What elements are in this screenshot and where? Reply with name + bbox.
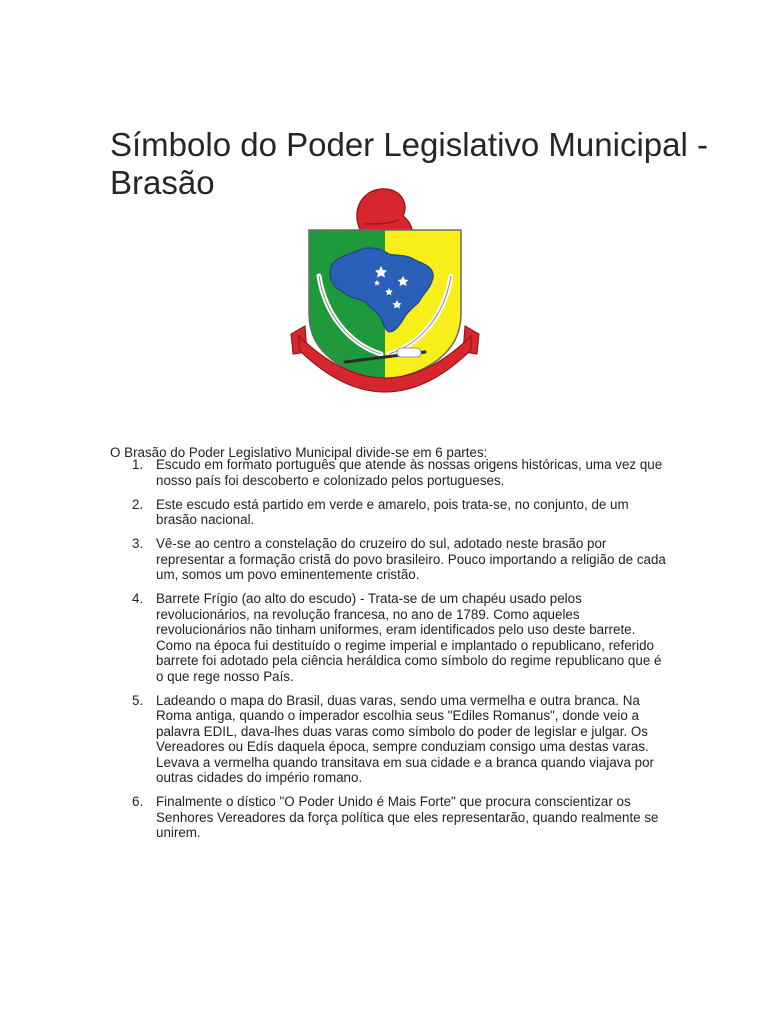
list-item bbox=[110, 591, 670, 684]
list-item-number: 3. bbox=[132, 536, 144, 551]
coat-of-arms-image bbox=[285, 175, 485, 406]
list-item-number: 1. bbox=[132, 457, 144, 472]
list-item-number: 5. bbox=[132, 692, 144, 708]
list-item-number: 6. bbox=[132, 794, 144, 809]
list-item bbox=[110, 693, 670, 786]
crest-motto: O PODER UNIDO É MAIS FORTE bbox=[285, 175, 469, 187]
list-item-text: Escudo em formato português que atende às nossas origens históricas, uma vez que nosso país foi descoberto e colonizado pelos portugueses. bbox=[156, 457, 663, 488]
list-item-text: Barrete Frígio (ao alto do escudo) - Trata-se de um chapéu usado pelos revolucionários, na revolução francesa, no ano de 1789. Como aqueles revolucionários não tinham uniformes, eram identificados pelo uso deste barrete. Como na época fui destituído o regime imperial e implantado o republicano, referido barrete foi adotado pela ciência heráldica como símbolo do regime republicano que é o que rege nosso País. bbox=[156, 591, 662, 684]
numbered-list bbox=[110, 457, 670, 849]
list-item-text: Vê-se ao centro a constelação do cruzeiro do sul, adotado neste brasão por representar a formação cristã do povo brasileiro. Pouco importando a religião de cada um, somos um povo eminentemente cristão. bbox=[156, 536, 666, 582]
page-title: Símbolo do Poder Legislativo Municipal - Brasão bbox=[110, 126, 708, 202]
list-item-number: 4. bbox=[132, 591, 144, 606]
list-item bbox=[110, 497, 670, 528]
list-item-text: Este escudo está partido em verde e amarelo, pois trata-se, no conjunto, de um brasão nacional. bbox=[156, 496, 629, 527]
list-item-number: 2. bbox=[132, 496, 144, 512]
list-item-text: Finalmente o dístico "O Poder Unido é Mais Forte" que procura conscientizar os Senhores Vereadores da força política que eles representarão, quando realmente se unirem. bbox=[156, 794, 659, 840]
list-item-text: Ladeando o mapa do Brasil, duas varas, sendo uma vermelha e outra branca. Na Roma antiga, quando o imperador escolhia seus "Ediles Romanus", donde veio a palavra EDIL, dava-lhes duas varas como símbolo do poder de legislar e julgar. Os Vereadores ou Edís daquela época, sempre conduziam consigo uma destas varas. Levava a vermelha quando transitava em sua cidade e a branca quando viajava por outras cidades do império romano. bbox=[156, 692, 655, 785]
intro-paragraph: O Brasão do Poder Legislativo Municipal divide-se em 6 partes: bbox=[110, 445, 488, 461]
list-item bbox=[110, 457, 670, 488]
list-item bbox=[110, 536, 670, 583]
list-item bbox=[110, 794, 670, 841]
